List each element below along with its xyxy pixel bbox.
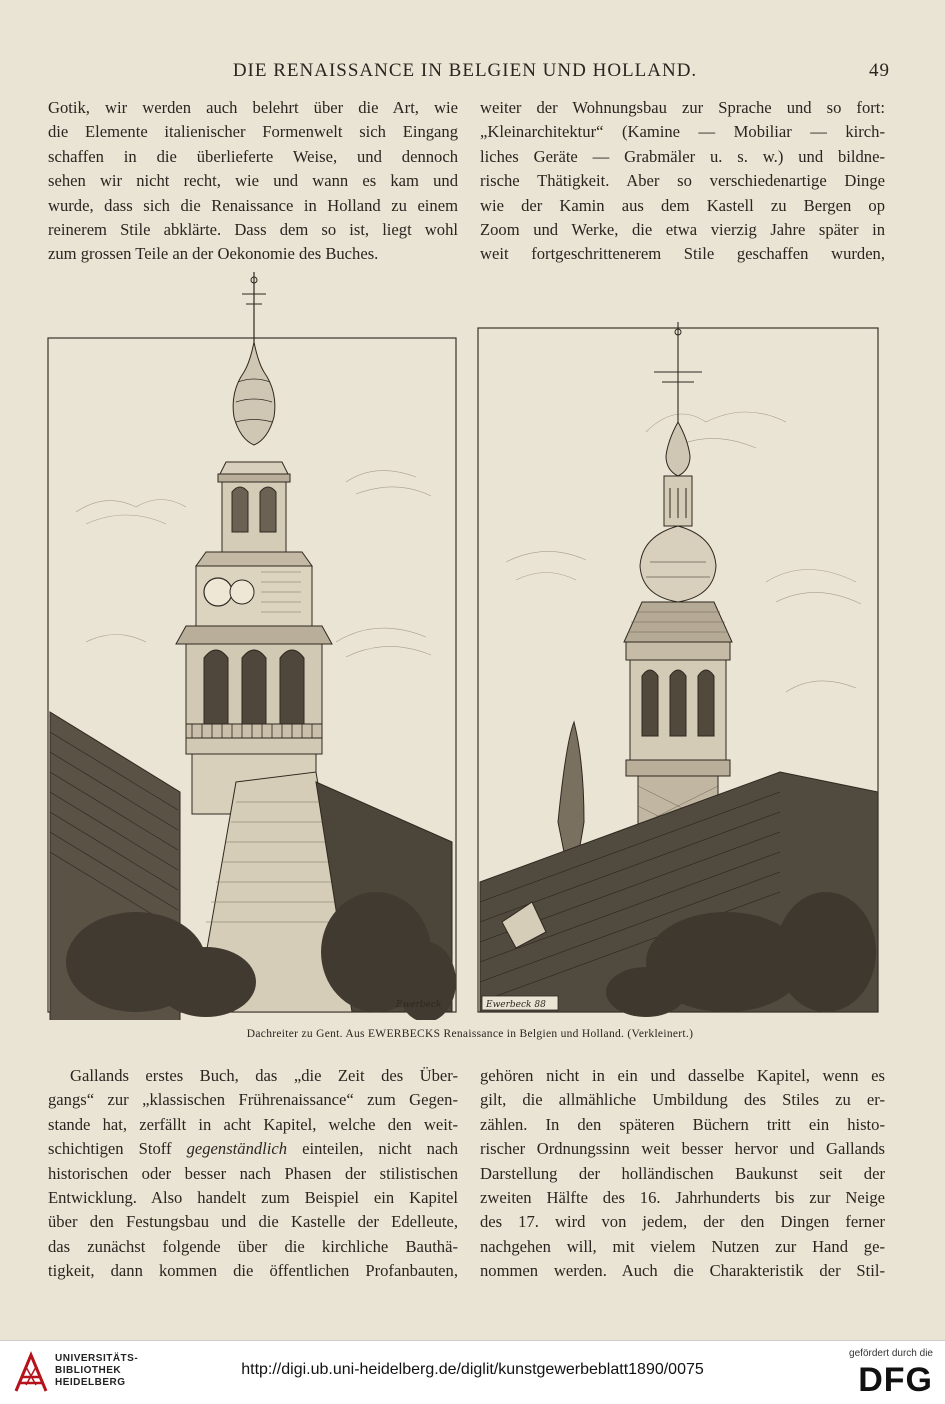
text-line: gangs“ zur „klassischen Frührenaissance“ zum Gegen- bbox=[48, 1090, 458, 1110]
text-line: stande hat, zerfällt in acht Kapitel, welche den weit- bbox=[48, 1114, 458, 1134]
text-line: Gallands erstes Buch, das „die Zeit des Über- bbox=[70, 1066, 458, 1085]
text-line: Gotik, wir werden auch belehrt über die Art, wie bbox=[48, 98, 458, 117]
text-line: des 17. wird von jedem, der den Dingen ferner bbox=[480, 1212, 885, 1232]
text-line: zum grossen Teile an der Oekonomie des Buches. bbox=[48, 244, 379, 264]
text-line: zählen. In den späteren Büchern tritt ein histo- bbox=[480, 1114, 885, 1134]
running-header bbox=[40, 58, 890, 86]
header-title: DIE RENAISSANCE IN BELGIEN UND HOLLAND. bbox=[232, 60, 698, 81]
text-line: weit fortgeschrittenerem Stile geschaffen wurden, bbox=[480, 244, 885, 264]
text-line: gehören nicht in ein und dasselbe Kapitel, wenn es bbox=[480, 1066, 885, 1085]
text-line: reinerem Stile abklärte. Dass dem so ist, liegt wohl bbox=[48, 220, 458, 240]
text-line: liches Geräte — Grabmäler u. s. w.) und bildne- bbox=[480, 146, 885, 166]
text-line: historischen oder besser nach Phasen der stilistischen bbox=[48, 1163, 458, 1183]
tower-illustration bbox=[46, 262, 882, 1020]
text-line: Darstellung der holländischen Baukunst seit der bbox=[480, 1163, 885, 1183]
text-column-top-right bbox=[480, 96, 885, 267]
dfg-logo[interactable]: DFG bbox=[858, 1361, 933, 1399]
text-line: rische Thätigkeit. Aber so verschiedenartige Dinge bbox=[480, 171, 885, 191]
left-tower-drawing bbox=[50, 272, 456, 1020]
text-line: schaffen in die überlieferte Weise, und dennoch bbox=[48, 146, 458, 166]
permalink-url[interactable]: http://digi.ub.uni-heidelberg.de/diglit/kunstgewerbeblatt1890/0075 bbox=[241, 1361, 704, 1378]
figure-caption: Dachreiter zu Gent. Aus EWERBECKS Renaissance in Belgien und Holland. (Verkleinert.) bbox=[246, 1028, 694, 1040]
footer-bar bbox=[0, 1340, 945, 1404]
text-line: Zoom und Werke, die etwa vierzig Jahre später in bbox=[480, 220, 885, 240]
text-line: nachgehen will, mit vielem Nutzen zur Hand ge- bbox=[480, 1236, 885, 1256]
text-line: wurde, dass sich die Renaissance in Holland zu einem bbox=[48, 195, 458, 215]
funding-note: gefördert durch die bbox=[849, 1348, 933, 1359]
text-line: wie der Kamin aus dem Kastell zu Bergen op bbox=[480, 195, 885, 215]
text-line: nommen werden. Auch die Charakteristik der Stil- bbox=[480, 1261, 885, 1281]
text-line: die Elemente italienischer Formenwelt sich Eingang bbox=[48, 122, 458, 142]
text-line: das zunächst folgende über die kirchliche Bauthä- bbox=[48, 1236, 458, 1256]
text-line: weiter der Wohnungsbau zur Sprache und so fort: bbox=[480, 98, 885, 117]
text-line: über den Festungsbau und die Kastelle der Edelleute, bbox=[48, 1212, 458, 1232]
library-line: UNIVERSITÄTS- bbox=[55, 1353, 139, 1364]
text-column-bottom-right bbox=[480, 1064, 885, 1284]
text-line: zweiten Hälfte des 16. Jahrhunderts bis zur Neige bbox=[480, 1188, 885, 1208]
text-line: schichtigen Stoff gegenständlich einteilen, nicht nach bbox=[48, 1139, 458, 1159]
emphasis: gegenständlich bbox=[186, 1139, 288, 1159]
text-line: rischer Ordnungssinn weit besser hervor und Gallands bbox=[480, 1139, 885, 1159]
text-column-bottom-left bbox=[48, 1064, 458, 1284]
library-line: HEIDELBERG bbox=[55, 1377, 126, 1388]
text-line: „Kleinarchitektur“ (Kamine — Mobiliar — kirch- bbox=[480, 122, 885, 142]
text-column-top-left bbox=[48, 96, 458, 267]
text-line: Entwicklung. Also handelt zum Beispiel ein Kapitel bbox=[48, 1188, 458, 1208]
text-line: gilt, die allmähliche Umbildung des Stiles zu er- bbox=[480, 1090, 885, 1110]
signature-left: Ewerbeck bbox=[396, 1000, 442, 1010]
signature-right: Ewerbeck 88 bbox=[486, 1000, 546, 1010]
text-line: sehen wir nicht recht, wie und wann es kam und bbox=[48, 171, 458, 191]
right-tower-drawing bbox=[480, 322, 878, 1017]
page-number: 49 bbox=[869, 60, 890, 81]
library-line: BIBLIOTHEK bbox=[55, 1365, 122, 1376]
text-line: tigkeit, dann kommen die öffentlichen Profanbauten, bbox=[48, 1261, 458, 1281]
